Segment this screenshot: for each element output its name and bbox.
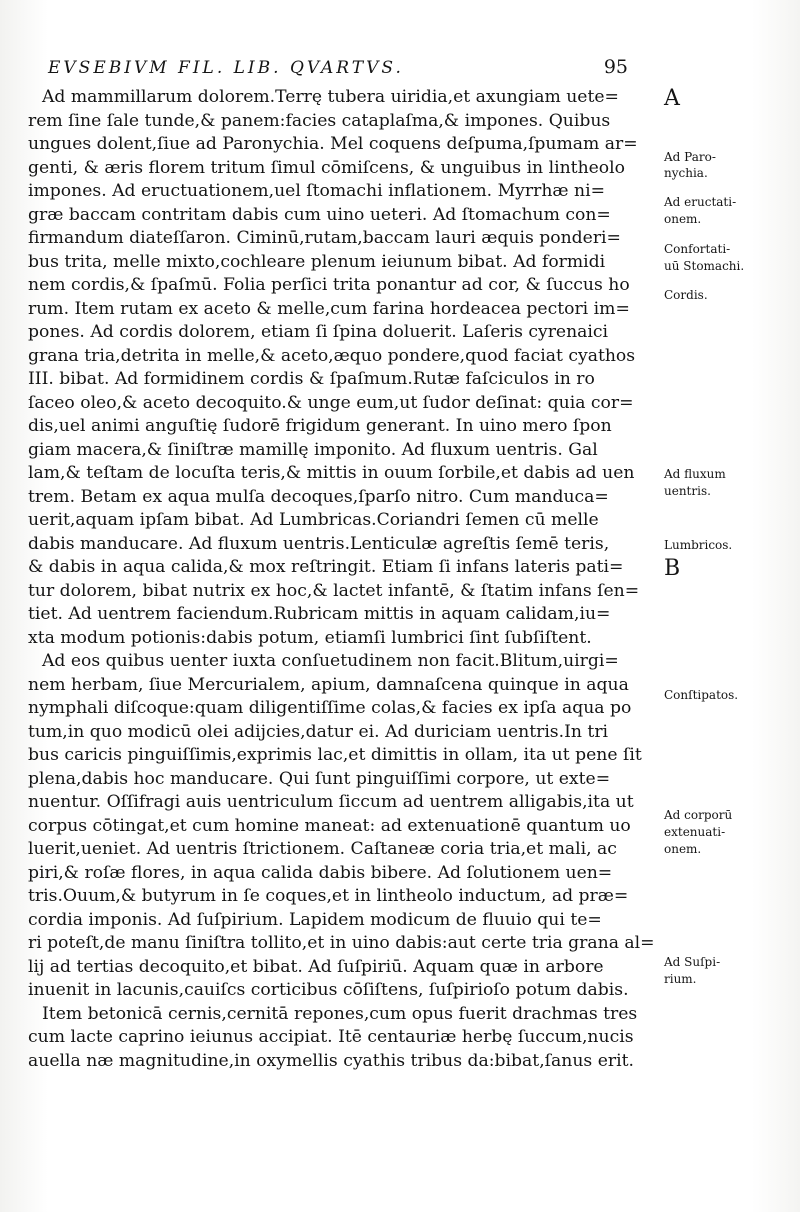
text-line: tur dolorem, bibat nutrix ex hoc,& lactet infantē, & ſtatim infans ſen= bbox=[28, 580, 640, 601]
margin-note-fluxum-line1: Ad fluxum bbox=[664, 467, 726, 481]
text-line: cordia imponis. Ad ſuſpirium. Lapidem modicum de fluuio qui te= bbox=[28, 909, 602, 930]
text-line: uerit,aquam ipſam bibat. Ad Lumbricas.Coriandri ſemen cū melle bbox=[28, 510, 599, 530]
text-line: impones. Ad eructuationem,uel ſtomachi inflationem. Myrrhæ ni= bbox=[28, 181, 605, 201]
text-line: lam,& teſtam de locuſta teris,& mittis in ouum ſorbile,et dabis ad uen bbox=[28, 463, 635, 483]
text-line: ri poteſt,de manu ſiniſtra tollito,et in uino dabis:aut certe tria grana al= bbox=[28, 933, 655, 953]
text-line: xta modum potionis:dabis potum, etiamſi lumbrici ſint ſubſiſtent. bbox=[28, 627, 592, 648]
margin-notes bbox=[664, 0, 794, 1212]
text-line: bus caricis pinguiſſimis,exprimis lac,et dimittis in ollam, ita ut pene ſit bbox=[28, 745, 642, 765]
margin-letter-a: A bbox=[664, 86, 680, 111]
margin-note-fluxum-line2: uentris. bbox=[664, 484, 711, 498]
page-header bbox=[48, 56, 628, 82]
text-line: ſaceo oleo,& aceto decoquito.& unge eum,ut ſudor deſinat: quia cor= bbox=[28, 392, 634, 413]
text-line: Ad mammillarum dolorem.Terrę tubera uiridia,et axungiam uete= bbox=[42, 87, 619, 107]
text-line: rem ſine ſale tunde,& panem:facies cataplaſma,& impones. Quibus bbox=[28, 110, 611, 131]
text-line: inuenit in lacunis,cauiſcs corticibus cōſiſtens, ſuſpirioſo potum dabis. bbox=[28, 980, 629, 1000]
text-line: rum. Item rutam ex aceto & melle,cum farina hordeacea pectori im= bbox=[28, 298, 630, 319]
margin-note-eructatio-line2: onem. bbox=[664, 212, 702, 226]
text-line: plena,dabis hoc manducare. Qui ſunt pinguiſſimi corpore, ut exte= bbox=[28, 768, 611, 789]
text-line: giam macera,& ſiniſtræ mamillę imponito. Ad fluxum uentris. Gal bbox=[28, 439, 598, 460]
text-line: trem. Betam ex aqua mulſa decoques,ſparſo nitro. Cum manduca= bbox=[28, 486, 609, 507]
text-line: græ baccam contritam dabis cum uino ueteri. Ad ſtomachum con= bbox=[28, 204, 611, 225]
text-line: bus trita, melle mixto,cochleare plenum ieiunum bibat. Ad formidi bbox=[28, 251, 606, 272]
text-line: dabis manducare. Ad fluxum uentris.Lenticulæ agreſtis ſemē teris, bbox=[28, 533, 610, 554]
margin-note-suspirium-line2: rium. bbox=[664, 972, 697, 986]
margin-note-corporum-line2: extenuati- bbox=[664, 825, 726, 839]
margin-note-eructatio-line1: Ad eructati- bbox=[664, 195, 737, 209]
margin-note-paronychia-line2: nychia. bbox=[664, 166, 708, 180]
margin-note-cordis: Cordis. bbox=[664, 288, 708, 302]
text-line: auella næ magnitudine,in oxymellis cyathis tribus da:bibat,ſanus erit. bbox=[28, 1050, 634, 1071]
text-line: lij ad tertias decoquito,et bibat. Ad ſuſpiriū. Aquam quæ in arbore bbox=[28, 956, 604, 977]
page-number: 95 bbox=[603, 56, 628, 78]
text-line: pones. Ad cordis dolorem, etiam ſi ſpina doluerit. Laſeris cyrenaici bbox=[28, 322, 609, 342]
margin-note-suspirium-line1: Ad Suſpi- bbox=[664, 955, 721, 969]
text-line: III. bibat. Ad formidinem cordis & ſpaſmum.Rutæ faſciculos in ro bbox=[28, 369, 595, 389]
margin-note-confortatio-line1: Confortati- bbox=[664, 242, 731, 256]
text-line: & dabis in aqua calida,& mox reſtringit. Etiam ſi infans lateris pati= bbox=[28, 557, 624, 577]
main-text bbox=[28, 86, 658, 1073]
text-line: nuentur. Oſſifragi auis uentriculum ſiccum ad uentrem alligabis,ita ut bbox=[28, 792, 634, 812]
margin-note-lumbricos: Lumbricos. bbox=[664, 538, 733, 552]
text-line: nem cordis,& ſpaſmū. Folia perſici trita ponantur ad cor, & ſuccus ho bbox=[28, 275, 630, 295]
text-line: tum,in quo modicū olei adijcies,datur ei. Ad duriciam uentris.In tri bbox=[28, 721, 609, 742]
text-line: nem herbam, ſiue Mercurialem, apium, damnaſcena quinque in aqua bbox=[28, 674, 629, 695]
margin-note-corporum-line1: Ad corporū bbox=[664, 808, 733, 822]
margin-note-corporum-line3: onem. bbox=[664, 842, 702, 856]
text-line: cum lacte caprino ieiunus accipiat. Itē centauriæ herbę ſuccum,nucis bbox=[28, 1027, 634, 1047]
margin-note-constipatos: Conſtipatos. bbox=[664, 688, 739, 702]
text-line: nymphali diſcoque:quam diligentiſſime colas,& facies ex ipſa aqua po bbox=[28, 698, 632, 718]
text-line: Ad eos quibus uenter iuxta conſuetudinem non facit.Blitum,uirgi= bbox=[42, 651, 619, 671]
text-line: Item betonicā cernis,cernitā repones,cum opus fuerit drachmas tres bbox=[42, 1003, 638, 1024]
text-line: piri,& roſæ flores, in aqua calida dabis bibere. Ad ſolutionem uen= bbox=[28, 862, 613, 883]
running-head: EVSEBIVM FIL. LIB. QVARTVS. bbox=[48, 58, 404, 78]
text-line: tiet. Ad uentrem faciendum.Rubricam mittis in aquam calidam,iu= bbox=[28, 604, 611, 624]
margin-note-confortatio-line2: uū Stomachi. bbox=[664, 259, 745, 273]
text-line: dis,uel animi anguſtię ſudorē frigidum generant. In uino mero ſpon bbox=[28, 416, 612, 436]
text-line: firmandum diateſſaron. Ciminū,rutam,baccam lauri æquis ponderi= bbox=[28, 228, 621, 248]
text-line: ungues dolent,ſiue ad Paronychia. Mel coquens deſpuma,ſpumam ar= bbox=[28, 134, 638, 154]
text-line: tris.Ouum,& butyrum in ſe coques,et in lintheolo inductum, ad præ= bbox=[28, 886, 629, 906]
margin-note-paronychia-line1: Ad Paro- bbox=[664, 150, 716, 164]
margin-letter-b: B bbox=[664, 556, 681, 581]
text-line: grana tria,detrita in melle,& aceto,æquo pondere,quod faciat cyathos bbox=[28, 345, 636, 366]
text-line: luerit,ueniet. Ad uentris ſtrictionem. Caſtaneæ coria tria,et mali, ac bbox=[28, 839, 617, 859]
text-line: genti, & æris florem tritum ſimul cōmiſcens, & unguibus in lintheolo bbox=[28, 157, 625, 178]
text-line: corpus cōtingat,et cum homine maneat: ad extenuationē quantum uo bbox=[28, 815, 631, 836]
